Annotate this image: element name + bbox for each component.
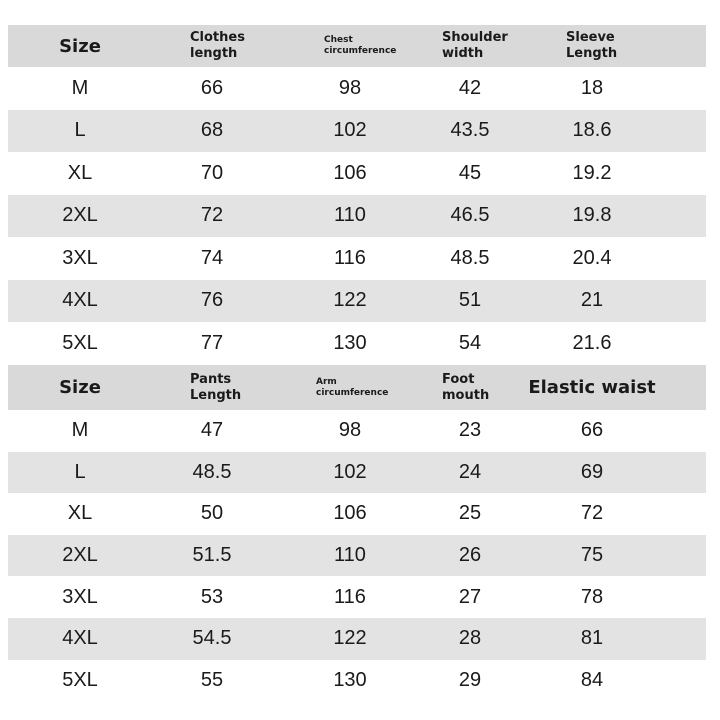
header-cell: Clothes length	[190, 30, 245, 61]
value-cell: 77	[200, 331, 224, 354]
value-cell: 26	[458, 544, 482, 567]
size-cell: 2XL	[62, 544, 98, 567]
value-cell: 81	[580, 627, 604, 650]
size-cell: 5XL	[62, 668, 98, 691]
header-cell: Arm circumference	[316, 376, 389, 398]
value-cell: 70	[200, 161, 224, 184]
size-cell: 2XL	[62, 204, 98, 227]
table-row	[8, 410, 706, 452]
value-cell: 130	[333, 331, 367, 354]
value-cell: 68	[200, 119, 224, 142]
value-cell: 43.5	[450, 119, 490, 142]
value-cell: 122	[333, 627, 367, 650]
table-row	[8, 322, 706, 365]
value-cell: 130	[333, 668, 367, 691]
value-cell: 54	[458, 331, 482, 354]
value-cell: 66	[580, 419, 604, 442]
value-cell: 110	[334, 204, 366, 227]
value-cell: 24	[458, 460, 482, 483]
size-cell: 3XL	[62, 246, 98, 269]
table-row	[8, 618, 706, 660]
value-cell: 55	[200, 668, 224, 691]
size-cell: 5XL	[62, 331, 98, 354]
size-cell: 4XL	[62, 627, 98, 650]
value-cell: 21.6	[572, 331, 612, 354]
value-cell: 69	[580, 460, 604, 483]
value-cell: 76	[200, 289, 224, 312]
value-cell: 106	[333, 161, 367, 184]
value-cell: 74	[200, 246, 224, 269]
value-cell: 25	[458, 502, 482, 525]
table-row	[8, 110, 706, 153]
value-cell: 102	[333, 119, 367, 142]
size-cell: XL	[67, 502, 93, 525]
value-cell: 20.4	[572, 246, 612, 269]
header-cell: Elastic waist	[528, 377, 656, 398]
table-row	[8, 67, 706, 110]
value-cell: 47	[200, 419, 224, 442]
value-cell: 19.2	[572, 161, 612, 184]
value-cell: 50	[200, 502, 224, 525]
value-cell: 21	[580, 289, 604, 312]
table-row	[8, 195, 706, 238]
value-cell: 106	[333, 502, 367, 525]
value-cell: 51.5	[192, 544, 232, 567]
size-cell: XL	[67, 161, 93, 184]
size-cell: L	[74, 119, 86, 142]
value-cell: 51	[458, 289, 482, 312]
size-cell: M	[71, 76, 89, 99]
header-cell: Foot mouth	[442, 371, 490, 403]
value-cell: 78	[580, 585, 604, 608]
size-cell: 3XL	[62, 585, 98, 608]
table-row	[8, 237, 706, 280]
table-row	[8, 452, 706, 494]
header-cell: Chest circumference	[324, 35, 397, 56]
value-cell: 19.8	[572, 204, 612, 227]
bottom-table-header-row	[8, 365, 706, 410]
value-cell: 72	[200, 204, 224, 227]
value-cell: 27	[458, 585, 482, 608]
value-cell: 48.5	[192, 460, 232, 483]
size-cell: M	[71, 419, 89, 442]
value-cell: 84	[580, 668, 604, 691]
table-row	[8, 152, 706, 195]
size-cell: L	[74, 460, 86, 483]
header-cell: Size	[59, 377, 101, 398]
value-cell: 28	[458, 627, 482, 650]
table-row	[8, 660, 706, 702]
value-cell: 54.5	[192, 627, 232, 650]
value-cell: 116	[334, 585, 366, 608]
header-cell: Shoulder width	[442, 30, 508, 61]
value-cell: 46.5	[450, 204, 490, 227]
value-cell: 45	[458, 161, 482, 184]
table-row	[8, 535, 706, 577]
value-cell: 98	[338, 76, 362, 99]
header-cell: Size	[59, 35, 101, 57]
value-cell: 102	[333, 460, 367, 483]
value-cell: 23	[458, 419, 482, 442]
value-cell: 116	[334, 246, 366, 269]
value-cell: 98	[338, 419, 362, 442]
size-cell: 4XL	[62, 289, 98, 312]
value-cell: 72	[580, 502, 604, 525]
header-cell: Sleeve Length	[566, 30, 618, 61]
header-cell: Pants Length	[190, 371, 242, 403]
value-cell: 42	[458, 76, 482, 99]
value-cell: 18	[580, 76, 604, 99]
value-cell: 122	[333, 289, 367, 312]
value-cell: 29	[458, 668, 482, 691]
value-cell: 48.5	[450, 246, 490, 269]
top-table-header-row	[8, 25, 706, 67]
value-cell: 66	[200, 76, 224, 99]
value-cell: 110	[334, 544, 366, 567]
table-row	[8, 493, 706, 535]
table-row	[8, 576, 706, 618]
value-cell: 18.6	[572, 119, 612, 142]
table-row	[8, 280, 706, 323]
value-cell: 75	[580, 544, 604, 567]
value-cell: 53	[200, 585, 224, 608]
